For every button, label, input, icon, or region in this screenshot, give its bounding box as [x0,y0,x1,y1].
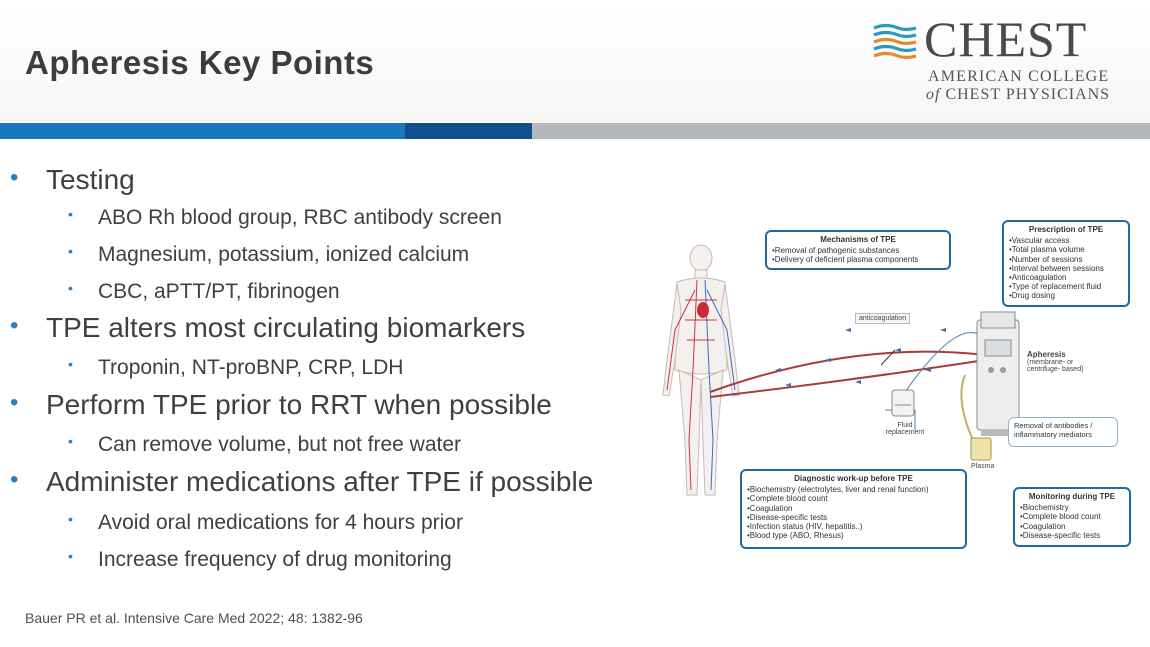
diagnostic-item: •Infection status (HIV, hepatitis..) [747,522,863,532]
sub-bullet-dot-icon: • [68,511,73,527]
bullet-dot-icon: • [10,312,19,339]
tpe-diagram [655,210,1145,610]
monitoring-item: •Disease-specific tests [1020,530,1101,540]
prescription-item: •Interval between sessions [1009,263,1104,273]
chest-logo-mark-icon [872,22,918,62]
diagnostic-box [740,469,967,549]
slide-header [0,0,1150,122]
sub-bullet-text: Magnesium, potassium, ionized calcium [98,243,470,266]
prescription-item: •Type of replacement fluid [1009,282,1102,292]
apheresis-subtitle: (membrane- or centrifuge- based) [1027,359,1084,373]
fluid-bag-icon [892,390,914,416]
sub-bullet-text: Avoid oral medications for 4 hours prior [98,511,463,534]
plasma-label: Plasma [971,463,995,470]
diagnostic-item: •Coagulation [747,503,793,513]
monitoring-item: •Complete blood count [1020,512,1101,522]
plasma-container-icon [971,438,991,460]
sub-bullet-dot-icon: • [68,280,73,296]
prescription-item: •Number of sessions [1009,254,1083,264]
logo-line-2 [926,86,1110,104]
apheresis-title: Apheresis [1027,350,1066,359]
bullet-dot-icon: • [10,466,19,493]
accent-bar-dark-blue [405,123,532,139]
heart-icon [697,302,709,318]
bullet-text: Perform TPE prior to RRT when possible [46,389,552,420]
prescription-item: •Total plasma volume [1009,245,1085,255]
diagnostic-title: Diagnostic work-up before TPE [794,474,913,483]
prescription-item: •Anticoagulation [1009,273,1067,283]
sub-bullet-text: Troponin, NT-proBNP, CRP, LDH [98,356,404,379]
slide-title: Apheresis Key Points [25,44,375,81]
prescription-box [1002,220,1130,307]
sub-bullet-text: Can remove volume, but not free water [98,433,462,456]
mechanisms-box [765,230,951,270]
diagnostic-item: •Disease-specific tests [747,512,828,522]
prescription-item: •Drug dosing [1009,291,1055,301]
sub-bullet-text: Increase frequency of drug monitoring [98,548,452,571]
prescription-title: Prescription of TPE [1028,225,1104,234]
prescription-item: •Vascular access [1009,236,1070,246]
sub-bullet-text: ABO Rh blood group, RBC antibody screen [98,206,502,229]
monitoring-item: •Biochemistry [1020,503,1069,513]
mechanisms-item: •Removal of pathogenic substances [772,246,900,256]
bullet-text: Testing [46,164,135,195]
monitoring-title: Monitoring during TPE [1028,492,1116,501]
monitoring-item: •Coagulation [1020,521,1066,531]
accent-bar-blue [0,123,405,139]
bullet-text: Administer medications after TPE if possible [46,466,594,497]
diagnostic-item: •Biochemistry (electrolytes, liver and renal function) [747,485,929,495]
mechanisms-title: Mechanisms of TPE [820,235,896,244]
diagnostic-item: •Blood type (ABO, Rhesus) [747,531,844,541]
apheresis-label [1027,350,1087,373]
removal-box: Removal of antibodies / inflammatory mediators [1008,417,1118,447]
fluid-replacement-label: Fluid replacement [885,422,925,436]
return-line [710,352,985,392]
sub-bullet-text: CBC, aPTT/PT, fibrinogen [98,280,340,303]
logo-word: CHEST [924,11,1088,67]
mechanisms-item: •Delivery of deficient plasma components [772,255,919,265]
bullet-text: TPE alters most circulating biomarkers [46,312,526,343]
bullet-dot-icon: • [10,389,19,416]
diagnostic-item: •Complete blood count [747,494,828,504]
citation: Bauer PR et al. Intensive Care Med 2022; 48: 1382-96 [25,610,363,626]
logo-line-2-prefix: of [926,86,941,103]
sub-bullet-dot-icon: • [68,548,73,564]
sub-bullet-dot-icon: • [68,356,73,372]
bullet-dot-icon: • [10,164,19,191]
logo-line-1: AMERICAN COLLEGE [928,68,1110,85]
accent-bar-gray [532,123,1150,139]
sub-bullet-dot-icon: • [68,433,73,449]
chest-logo [872,11,1122,106]
monitoring-box [1013,487,1131,547]
anticoagulation-label: anticoagulation [855,313,910,324]
human-figure-icon [663,245,739,495]
sub-bullet-dot-icon: • [68,243,73,259]
sub-bullet-dot-icon: • [68,206,73,222]
logo-line-2-rest: CHEST PHYSICIANS [945,86,1111,103]
